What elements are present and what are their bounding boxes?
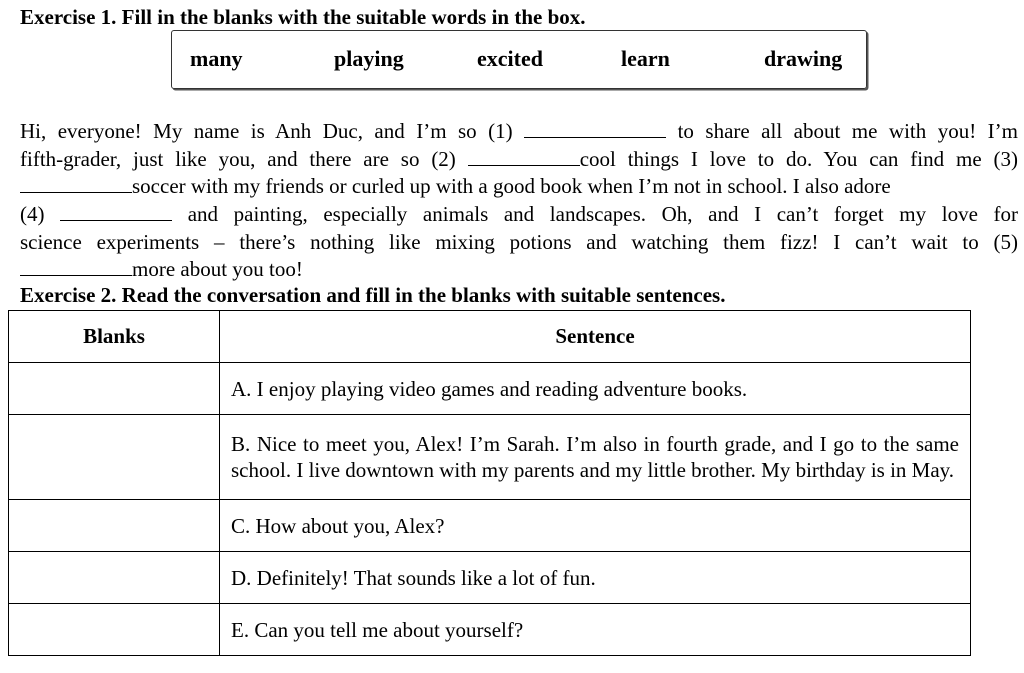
table-row xyxy=(9,500,971,552)
paragraph-line: soccer with my friends or curled up with a good book when I’m not in school. I also adore xyxy=(20,173,1018,201)
paragraph-line: more about you too! xyxy=(20,256,1018,284)
blank-cell[interactable] xyxy=(9,552,220,604)
paragraph-line: (4) and painting, especially animals and landscapes. Oh, and I can’t forget my love for xyxy=(20,202,1018,227)
sentence-cell: E. Can you tell me about yourself? xyxy=(220,604,971,656)
sentence-header: Sentence xyxy=(220,311,971,363)
table-header-row xyxy=(9,311,971,363)
blank-1[interactable] xyxy=(524,119,666,138)
word-box-item: excited xyxy=(477,46,543,71)
table-row xyxy=(9,604,971,656)
exercise-2-title: Exercise 2. Read the conversation and fill in the blanks with suitable sentences. xyxy=(20,283,726,307)
sentence-cell: A. I enjoy playing video games and reading adventure books. xyxy=(220,363,971,415)
exercise-1-title: Exercise 1. Fill in the blanks with the suitable words in the box. xyxy=(20,5,586,29)
exercise-1-paragraph xyxy=(20,118,1018,284)
word-box-item: drawing xyxy=(764,46,843,71)
sentence-cell: B. Nice to meet you, Alex! I’m Sarah. I’m also in fourth grade, and I go to the same school. I live downtown with my parents and my little brother. My birthday is in May. xyxy=(220,415,971,500)
paragraph-line: science experiments – there’s nothing like mixing potions and watching them fizz! I can’t wait to (5) xyxy=(20,229,1018,254)
word-box-item: learn xyxy=(621,46,670,71)
sentence-cell: C. How about you, Alex? xyxy=(220,500,971,552)
blank-cell[interactable] xyxy=(9,363,220,415)
blank-cell[interactable] xyxy=(9,415,220,500)
blank-cell[interactable] xyxy=(9,604,220,656)
blanks-header: Blanks xyxy=(9,311,220,363)
sentence-cell: D. Definitely! That sounds like a lot of fun. xyxy=(220,552,971,604)
paragraph-line: Hi, everyone! My name is Anh Duc, and I’m so (1) to share all about me with you! I’m xyxy=(20,119,1018,143)
blank-3[interactable] xyxy=(20,174,132,193)
blank-2[interactable] xyxy=(468,147,580,166)
paragraph-line: fifth-grader, just like you, and there are so (2) cool things I love to do. You can find me (3) xyxy=(20,146,1018,171)
table-row xyxy=(9,552,971,604)
blank-5[interactable] xyxy=(20,257,132,276)
sentences-table xyxy=(8,310,971,656)
blank-cell[interactable] xyxy=(9,500,220,552)
table-row xyxy=(9,363,971,415)
word-box-item: many xyxy=(190,46,243,71)
table-row xyxy=(9,415,971,500)
blank-4[interactable] xyxy=(60,202,172,221)
word-box-item: playing xyxy=(334,46,404,71)
word-box xyxy=(171,30,867,89)
